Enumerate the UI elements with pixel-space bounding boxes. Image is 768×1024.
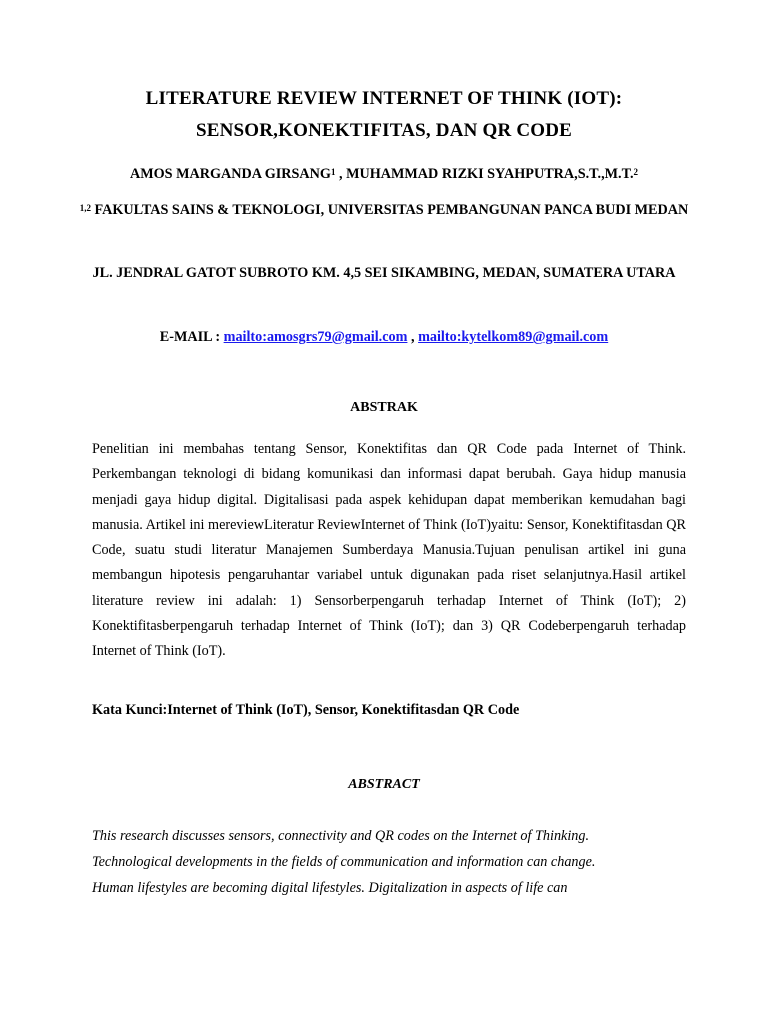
affiliation [60,196,708,224]
abstract-body [92,823,686,901]
abstrak-heading: ABSTRAK [350,400,418,415]
email-label: E-MAIL : [159,329,224,345]
paper-title-line-2: SENSOR,KONEKTIFITAS, DAN QR CODE [195,120,573,141]
affiliation-superscript: 1,2 [79,203,91,213]
author-1-superscript: 1 [330,167,336,177]
keywords: Kata Kunci:Internet of Think (IoT), Sensor, Konektifitasdan QR Code [92,702,520,718]
abstract-line-2: Technological developments in the fields of communication and information can change. [92,854,596,870]
email-link-1[interactable]: mailto:amosgrs79@gmail.com [223,329,408,345]
abstract-heading: ABSTRACT [348,777,420,792]
affiliation-text: FAKULTAS SAINS & TEKNOLOGI, UNIVERSITAS PEMBANGUNAN PANCA BUDI MEDAN [94,202,689,218]
paper-title-line-1: LITERATURE REVIEW INTERNET OF THINK (IOT): [145,88,623,109]
email-separator: , [407,329,419,345]
abstract-line-1: This research discusses sensors, connectivity and QR codes on the Internet of Thinking. [92,828,590,844]
author-2-superscript: 2 [633,167,639,177]
author-1-name: AMOS MARGANDA GIRSANG [129,166,331,182]
abstrak-body: Penelitian ini membahas tentang Sensor, Konektifitas dan QR Code pada Internet of Think. Perkembangan teknologi di bidang komunikasi dan informasi dapat berubah. Gaya hidup manusia menjadi gaya hidup digital. Digitalisasi pada aspek kehidupan dapat memberikan kemudahan bagi manusia. Artikel ini mereviewLiteratur ReviewInternet of Think (IoT)yaitu: Sensor, Konektifitasdan QR Code, suatu studi literatur Manajemen Sumberdaya Manusia.Tujuan penulisan artikel ini guna membangun hipotesis pengaruhantar variabel untuk digunakan pada riset selanjutnya.Hasil artikel literature review ini adalah: 1) Sensorberpengaruh terhadap Internet of Think (IoT); 2) Konektifitasberpengaruh terhadap Internet of Think (IoT); dan 3) QR Codeberpengaruh terhadap Internet of Think (IoT). [92,441,686,660]
author-separator: , [335,166,347,182]
email-link-2[interactable]: mailto:kytelkom89@gmail.com [418,329,609,345]
abstract-line-3: Human lifestyles are becoming digital lifestyles. Digitalization in aspects of life can [92,880,568,896]
email-line [60,323,708,351]
author-2-name: MUHAMMAD RIZKI SYAHPUTRA,S.T.,M.T. [346,166,634,182]
address: JL. JENDRAL GATOT SUBROTO KM. 4,5 SEI SIKAMBING, MEDAN, SUMATERA UTARA [92,265,676,281]
author-list [60,160,708,188]
